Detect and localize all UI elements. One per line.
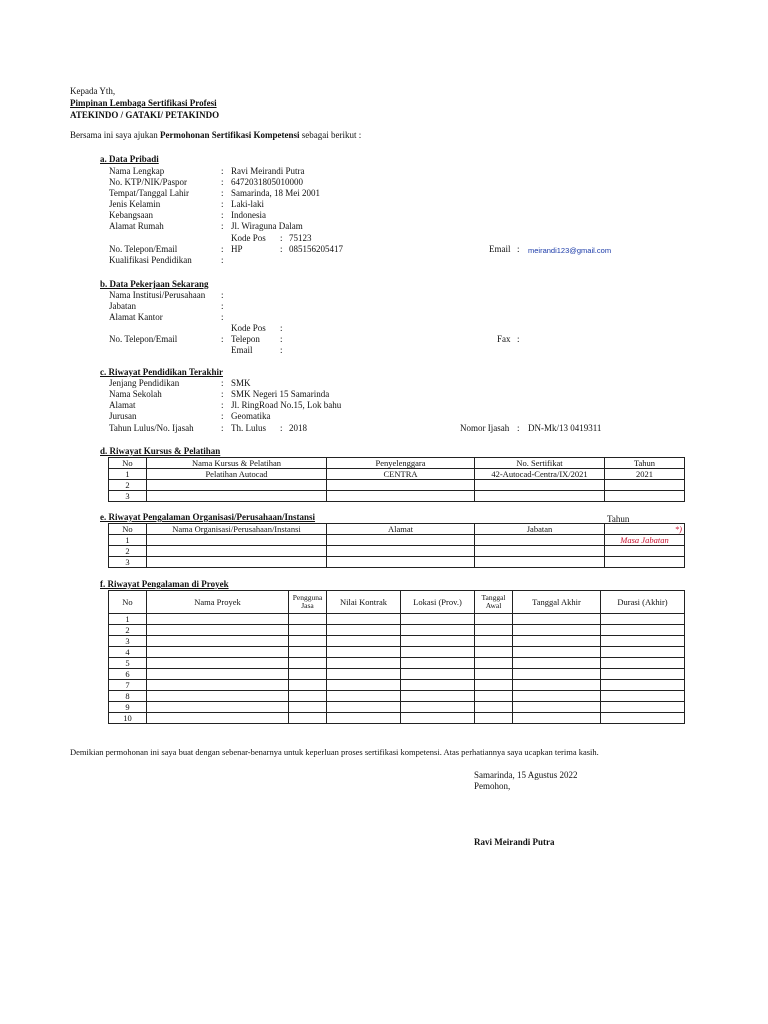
table-cell xyxy=(475,491,605,502)
colon: : xyxy=(221,199,224,209)
field-label: Alamat Rumah xyxy=(109,221,164,231)
footnote-marker: *) xyxy=(605,524,685,535)
email-label: Email xyxy=(231,345,253,355)
section-a-title: a. Data Pribadi xyxy=(100,154,159,164)
table-cell xyxy=(605,480,685,491)
table-cell: 1 xyxy=(109,469,147,480)
row-number: 7 xyxy=(109,680,147,691)
table-cell xyxy=(147,546,327,557)
section-c-title: c. Riwayat Pendidikan Terakhir xyxy=(100,367,224,377)
field-label: Nama Sekolah xyxy=(109,389,162,399)
colon: : xyxy=(221,177,224,187)
email-label: Email xyxy=(489,244,511,254)
table-cell xyxy=(605,546,685,557)
colon: : xyxy=(221,188,224,198)
table-cell: 2 xyxy=(109,480,147,491)
telepon-label: No. Telepon/Email xyxy=(109,244,178,254)
table-cell xyxy=(327,491,475,502)
kualifikasi-label: Kualifikasi Pendidikan xyxy=(109,255,192,265)
field-label: Tempat/Tanggal Lahir xyxy=(109,188,189,198)
table-cell xyxy=(327,557,475,568)
colon: : xyxy=(517,334,520,344)
pemohon-label: Pemohon, xyxy=(474,781,511,791)
table-row xyxy=(109,669,685,680)
header-cell: Alamat xyxy=(327,524,475,535)
header-cell: Nama Kursus & Pelatihan xyxy=(147,458,327,469)
tahun-lulus-label: Tahun Lulus/No. Ijasah xyxy=(109,423,194,433)
table-row xyxy=(109,535,685,546)
header-cell: Tanggal Akhir xyxy=(513,591,601,614)
table-row xyxy=(109,680,685,691)
table-row xyxy=(109,625,685,636)
table-cell: 2021 xyxy=(605,469,685,480)
field-value: SMK xyxy=(231,378,251,388)
header-cell: Nama Proyek xyxy=(147,591,289,614)
table-row xyxy=(109,480,685,491)
table-row xyxy=(109,647,685,658)
tahun-label: Tahun xyxy=(607,514,630,524)
header-cell: Pengguna Jasa xyxy=(289,591,327,614)
colon: : xyxy=(221,301,224,311)
colon: : xyxy=(221,400,224,410)
masa-jabatan-cell: Masa Jabatan xyxy=(605,535,685,546)
header-cell: No xyxy=(109,458,147,469)
table-cell xyxy=(475,535,605,546)
nomor-ijasah-value: DN-Mk/13 0419311 xyxy=(528,423,602,433)
th-lulus-label: Th. Lulus xyxy=(231,423,266,433)
field-value: Laki-laki xyxy=(231,199,264,209)
colon: : xyxy=(517,244,520,254)
recipient-institution: ATEKINDO / GATAKI/ PETAKINDO xyxy=(70,110,220,120)
table-header-row xyxy=(109,524,685,535)
field-value: 6472031805010000 xyxy=(231,177,303,187)
row-number: 3 xyxy=(109,636,147,647)
field-label: Jabatan xyxy=(109,301,136,311)
table-cell xyxy=(327,546,475,557)
header-cell: Tahun xyxy=(605,458,685,469)
header-cell: No xyxy=(109,524,147,535)
field-label: Alamat xyxy=(109,400,136,410)
intro-bold: Permohonan Sertifikasi Kompetensi xyxy=(159,130,300,140)
colon: : xyxy=(517,423,520,433)
field-value: Indonesia xyxy=(231,210,266,220)
field-value: Ravi Meirandi Putra xyxy=(231,166,305,176)
colon: : xyxy=(221,389,224,399)
table-cell xyxy=(147,535,327,546)
row-number: 4 xyxy=(109,647,147,658)
field-label: Jurusan xyxy=(109,411,137,421)
table-cell xyxy=(605,557,685,568)
row-number: 5 xyxy=(109,658,147,669)
table-cell: Pelatihan Autocad xyxy=(147,469,327,480)
colon: : xyxy=(221,334,224,344)
row-number: 1 xyxy=(109,614,147,625)
kode-pos-label: Kode Pos xyxy=(231,323,266,333)
header-cell: Tanggal Awal xyxy=(475,591,513,614)
table-cell xyxy=(327,480,475,491)
colon: : xyxy=(221,411,224,421)
section-b-title: b. Data Pekerjaan Sekarang xyxy=(100,279,209,289)
section-e-title: e. Riwayat Pengalaman Organisasi/Perusahaan/Instansi xyxy=(100,512,316,522)
section-d-title: d. Riwayat Kursus & Pelatihan xyxy=(100,446,221,456)
section-f-title: f. Riwayat Pengalaman di Proyek xyxy=(100,579,229,589)
nomor-ijasah-label: Nomor Ijasah xyxy=(460,423,510,433)
table-row xyxy=(109,546,685,557)
table-cell xyxy=(475,546,605,557)
colon: : xyxy=(221,255,224,265)
colon: : xyxy=(221,312,224,322)
field-label: Jenjang Pendidikan xyxy=(109,378,180,388)
colon: : xyxy=(280,323,283,333)
table-cell xyxy=(605,491,685,502)
header-cell: Jabatan xyxy=(475,524,605,535)
colon: : xyxy=(221,166,224,176)
table-cell xyxy=(327,535,475,546)
table-cell xyxy=(147,480,327,491)
recipient-title: Pimpinan Lembaga Sertifikasi Profesi xyxy=(70,98,217,108)
table-cell: 1 xyxy=(109,535,147,546)
header-cell: Lokasi (Prov.) xyxy=(401,591,475,614)
header-cell: Penyelenggara xyxy=(327,458,475,469)
proyek-table xyxy=(108,590,685,724)
table-row xyxy=(109,702,685,713)
hp-value: 085156205417 xyxy=(289,244,343,254)
table-header-row xyxy=(109,458,685,469)
intro-pre: Bersama ini saya ajukan xyxy=(70,130,160,140)
table-cell xyxy=(475,480,605,491)
colon: : xyxy=(221,378,224,388)
colon: : xyxy=(280,423,283,433)
field-label: No. KTP/NIK/Paspor xyxy=(109,177,187,187)
table-row xyxy=(109,469,685,480)
colon: : xyxy=(221,210,224,220)
place-date: Samarinda, 15 Agustus 2022 xyxy=(474,770,578,780)
organisasi-table xyxy=(108,523,685,568)
row-number: 10 xyxy=(109,713,147,724)
table-row xyxy=(109,614,685,625)
table-cell xyxy=(147,557,327,568)
header-cell: No xyxy=(109,591,147,614)
field-label: Nama Institusi/Perusahaan xyxy=(109,290,206,300)
field-value: Jl. Wiraguna Dalam xyxy=(231,221,303,231)
colon: : xyxy=(280,244,283,254)
recipient-greeting: Kepada Yth, xyxy=(70,86,116,96)
header-cell: Nama Organisasi/Perusahaan/Instansi xyxy=(147,524,327,535)
field-value: Jl. RingRoad No.15, Lok bahu xyxy=(231,400,342,410)
closing-paragraph: Demikian permohonan ini saya buat dengan sebenar-benarnya untuk keperluan proses sertifikasi kompetensi. Atas perhatiannya saya ucapkan terima kasih. xyxy=(70,747,599,757)
table-row xyxy=(109,557,685,568)
header-cell: No. Sertifikat xyxy=(475,458,605,469)
table-cell xyxy=(475,557,605,568)
row-number: 2 xyxy=(109,625,147,636)
table-cell xyxy=(147,491,327,502)
table-cell: 2 xyxy=(109,546,147,557)
table-header-row xyxy=(109,591,685,614)
kode-pos-label: Kode Pos xyxy=(231,233,266,243)
field-label: Nama Lengkap xyxy=(109,166,165,176)
row-number: 6 xyxy=(109,669,147,680)
table-row xyxy=(109,636,685,647)
kode-pos-value: 75123 xyxy=(289,233,312,243)
table-row xyxy=(109,658,685,669)
colon: : xyxy=(221,221,224,231)
intro-post: sebagai berikut : xyxy=(299,130,362,140)
table-row xyxy=(109,691,685,702)
colon: : xyxy=(280,334,283,344)
colon: : xyxy=(280,233,283,243)
intro-paragraph xyxy=(70,130,361,141)
signer-name: Ravi Meirandi Putra xyxy=(474,837,555,847)
kursus-table xyxy=(108,457,685,502)
table-row xyxy=(109,713,685,724)
colon: : xyxy=(280,345,283,355)
field-label: Jenis Kelamin xyxy=(109,199,161,209)
header-cell: Durasi (Akhir) xyxy=(601,591,685,614)
row-number: 8 xyxy=(109,691,147,702)
th-lulus-value: 2018 xyxy=(289,423,307,433)
field-value: Samarinda, 18 Mei 2001 xyxy=(231,188,320,198)
telepon-label: No. Telepon/Email xyxy=(109,334,178,344)
field-label: Kebangsaan xyxy=(109,210,153,220)
fax-label: Fax xyxy=(497,334,511,344)
table-cell: 3 xyxy=(109,491,147,502)
table-cell: CENTRA xyxy=(327,469,475,480)
field-value: SMK Negeri 15 Samarinda xyxy=(231,389,330,399)
field-label: Alamat Kantor xyxy=(109,312,163,322)
table-cell: 42-Autocad-Centra/IX/2021 xyxy=(475,469,605,480)
colon: : xyxy=(221,244,224,254)
table-cell: 3 xyxy=(109,557,147,568)
colon: : xyxy=(221,290,224,300)
table-row xyxy=(109,491,685,502)
telepon-sub-label: Telepon xyxy=(231,334,260,344)
row-number: 9 xyxy=(109,702,147,713)
header-cell: Nilai Kontrak xyxy=(327,591,401,614)
field-value: Geomatika xyxy=(231,411,271,421)
hp-label: HP xyxy=(231,244,243,254)
colon: : xyxy=(221,423,224,433)
email-value: meirandi123@gmail.com xyxy=(528,246,612,255)
